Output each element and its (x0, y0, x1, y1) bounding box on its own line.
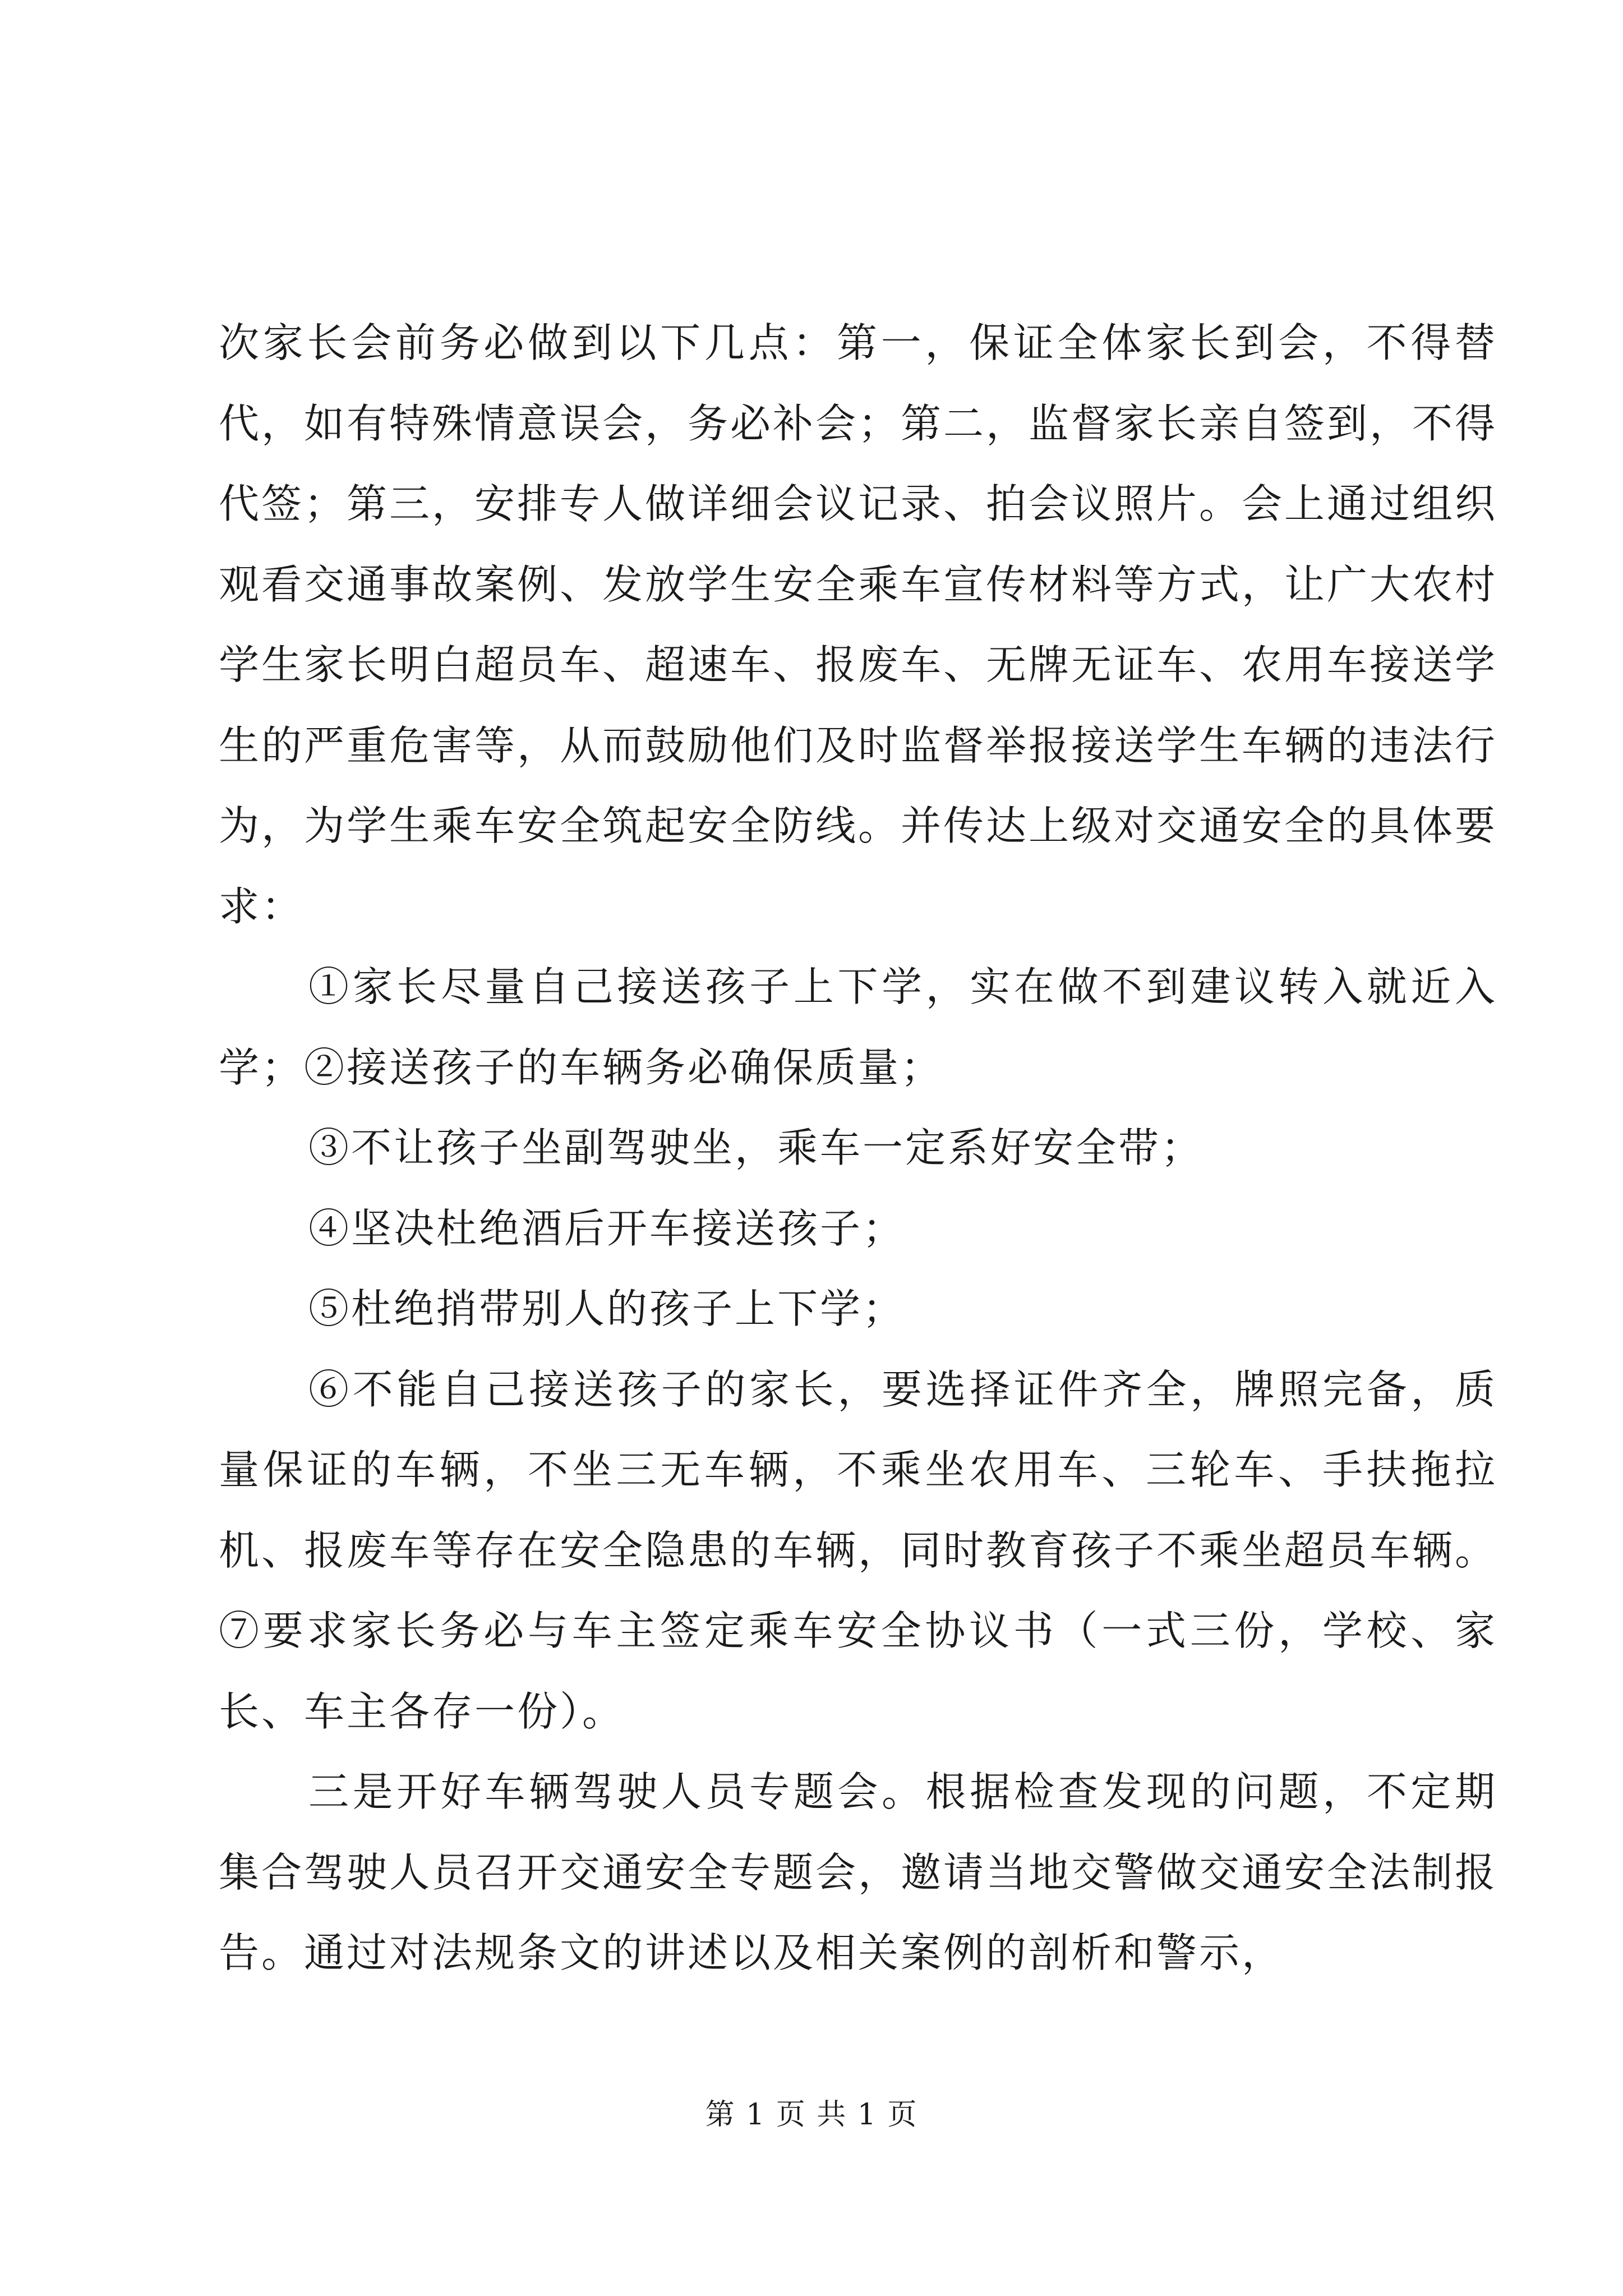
paragraph: 三是开好车辆驾驶人员专题会。根据检查发现的问题，不定期集合驾驶人员召开交通安全专题会，邀请当地交警做交通安全法制报告。通过对法规条文的讲述以及相关案例的剖析和警示， (219, 1768, 1498, 1976)
paragraph: 次家长会前务必做到以下几点：第一，保证全体家长到会，不得替代，如有特殊情意误会，务必补会；第二，监督家长亲自签到，不得代签；第三，安排专人做详细会议记录、拍会议照片。会上通过组织观看交通事故案例、发放学生安全乘车宣传材料等方式，让广大农村学生家长明白超员车、超速车、报废车、无牌无证车、农用车接送学生的严重危害等，从而鼓励他们及时监督举报接送学生车辆的违法行为，为学生乘车安全筑起安全防线。并传达上级对交通安全的具体要求： (219, 319, 1498, 930)
document-body (219, 303, 1497, 1994)
paragraph: ①家长尽量自己接送孩子上下学，实在做不到建议转入就近入学；②接送孩子的车辆务必确保质量； (219, 963, 1497, 1091)
paragraph: ⑤杜绝捎带别人的孩子上下学； (308, 1285, 906, 1332)
paragraph: ③不让孩子坐副驾驶坐，乘车一定系好安全带； (308, 1124, 1204, 1171)
page-footer (0, 2092, 1623, 2137)
paragraph: ⑥不能自己接送孩子的家长，要选择证件齐全，牌照完备，质量保证的车辆，不坐三无车辆，不乘坐农用车、三轮车、手扶拖拉机、报废车等存在安全隐患的车辆，同时教育孩子不乘坐超员车辆。⑦要求家长务必与车主签定乘车安全协议书（一式三份，学校、家长、车主各存一份）。 (219, 1365, 1498, 1735)
paragraph: ④坚决杜绝酒后开车接送孩子； (308, 1204, 906, 1252)
page-number-label: 第 1 页 共 1 页 (705, 2098, 918, 2132)
